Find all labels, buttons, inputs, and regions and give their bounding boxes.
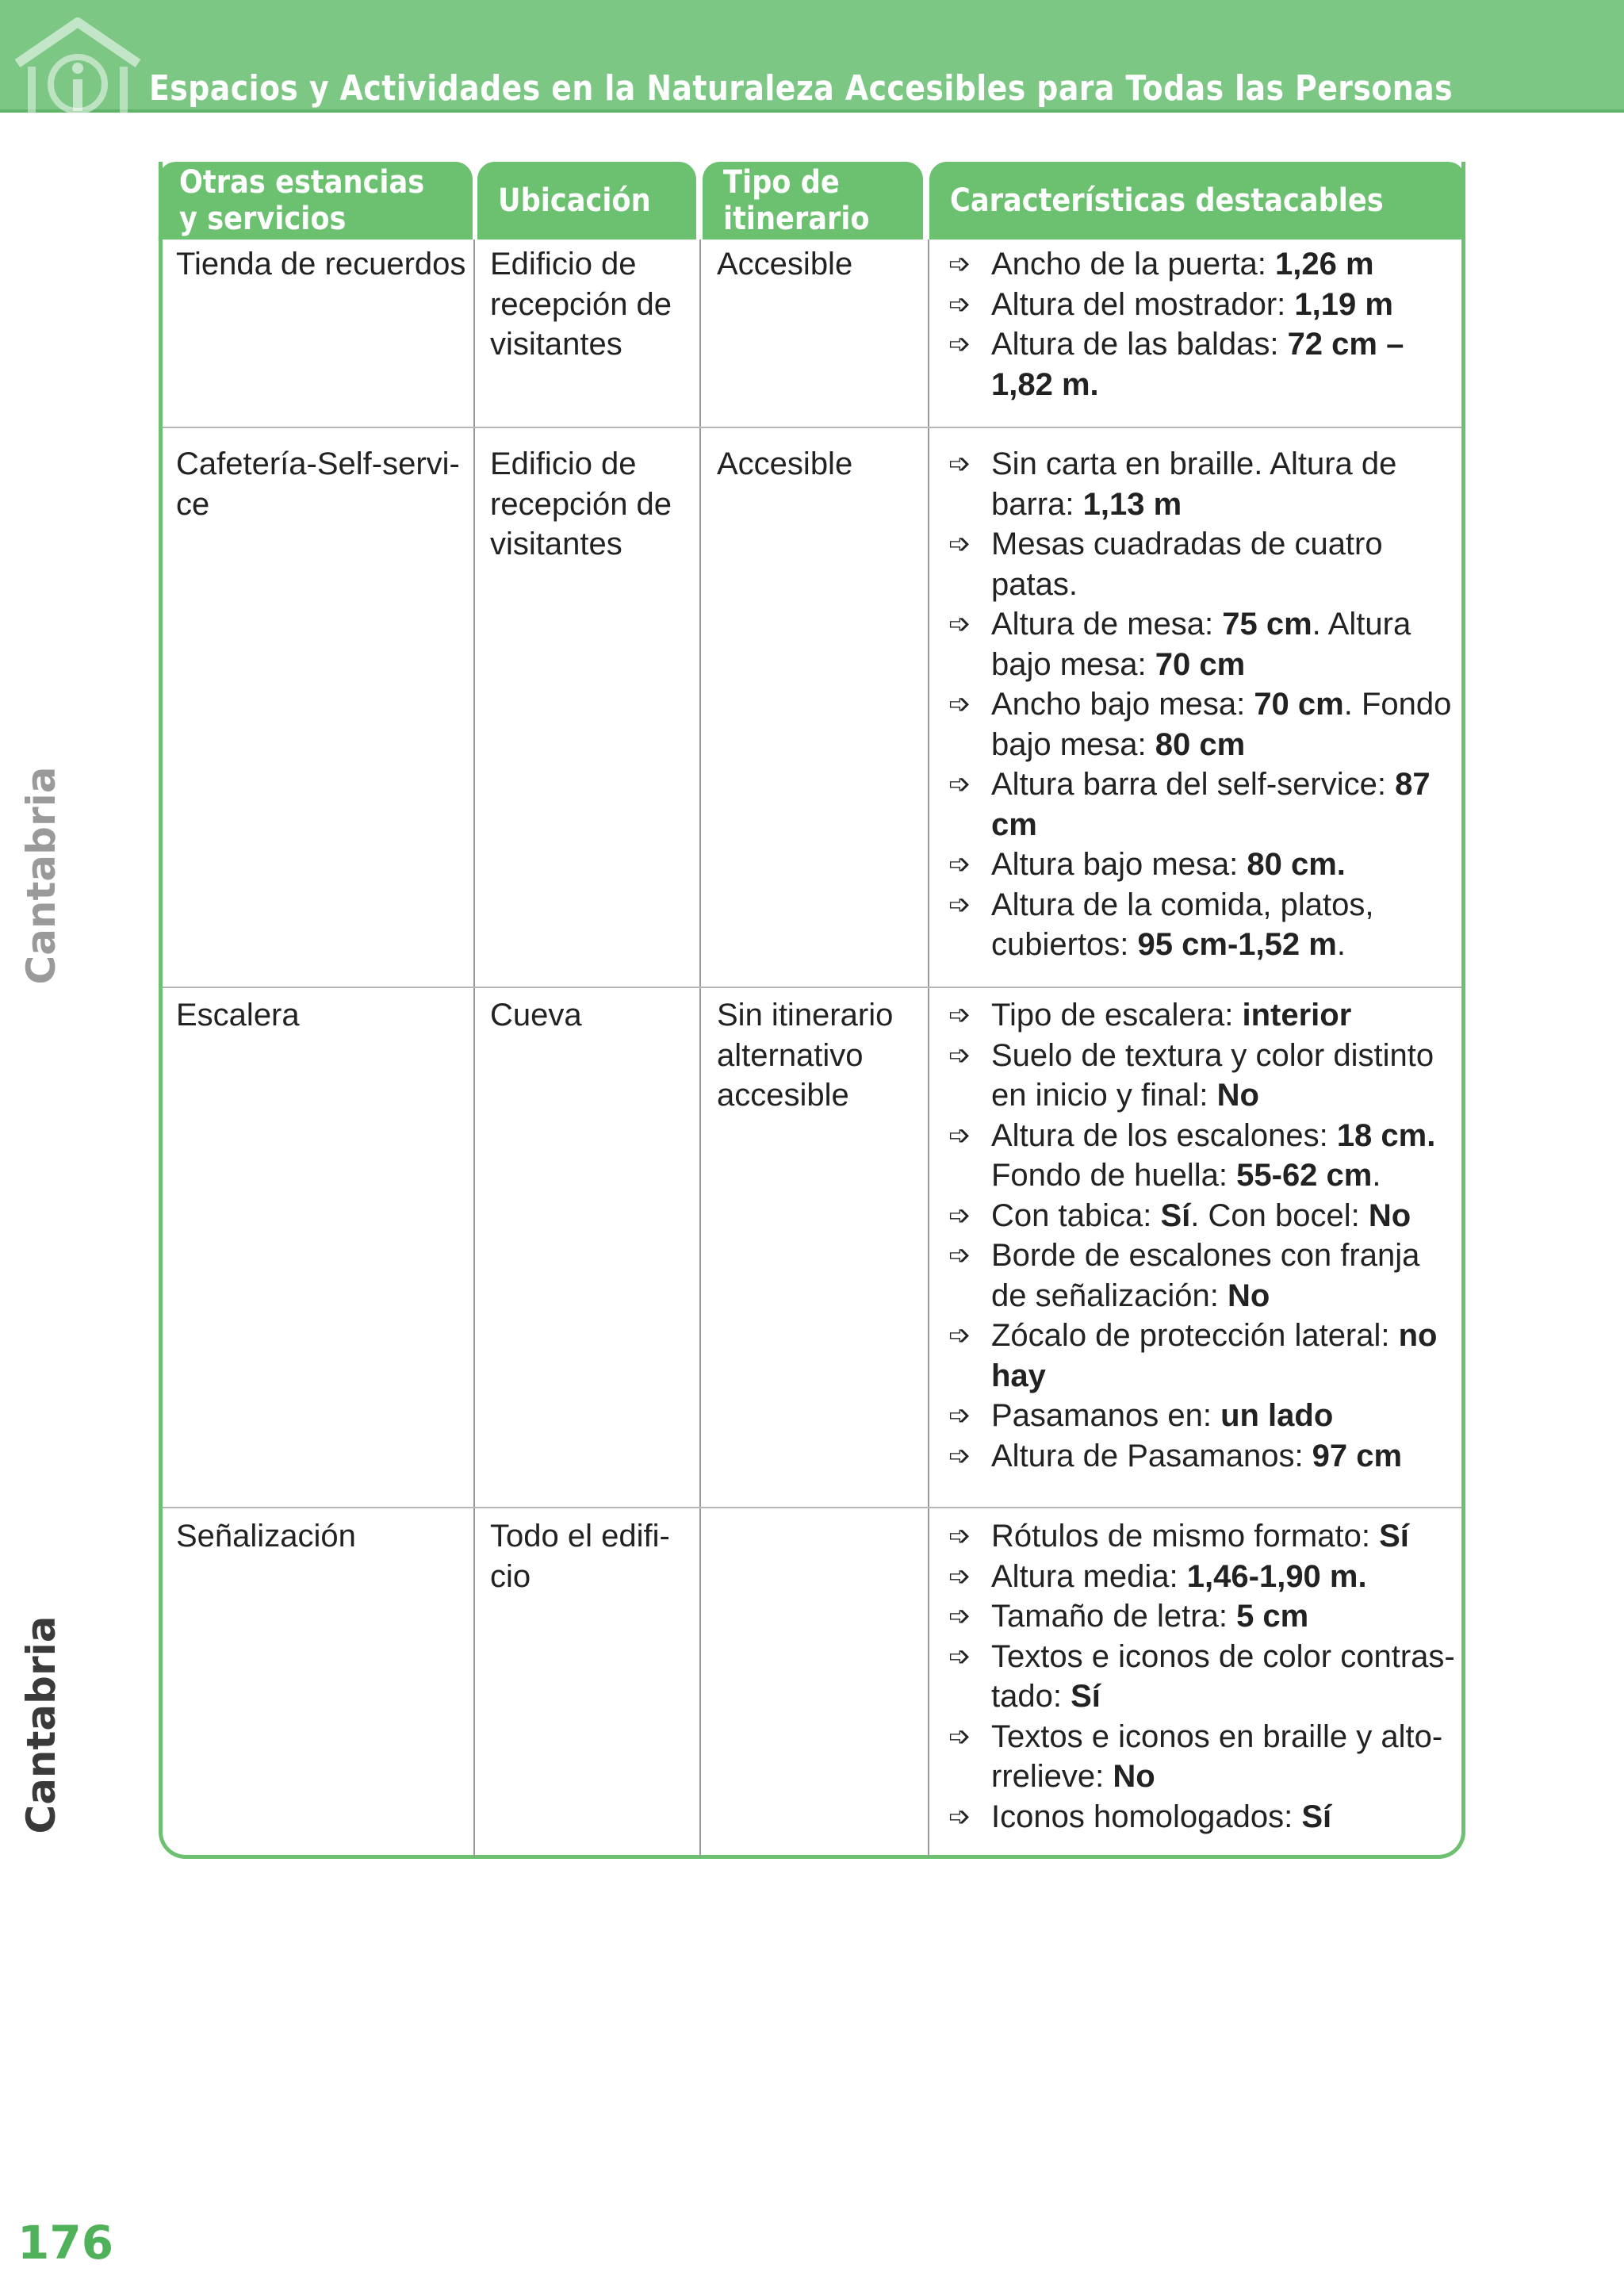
feature-value: 70 cm <box>1254 687 1344 722</box>
feature-value: 97 cm <box>1312 1438 1403 1473</box>
table-cell-itinerario: Sin itinerario alternativo accesible <box>717 998 894 1113</box>
table-cell-ubicacion: Edificio de recepción de visitantes <box>490 446 672 561</box>
feature-item <box>948 444 1456 524</box>
feature-value: no hay <box>991 1318 1438 1393</box>
house-info-icon <box>14 17 141 114</box>
feature-value: 72 cm – 1,82 m. <box>991 327 1404 402</box>
row-divider <box>163 427 1461 428</box>
feature-item <box>948 1557 1456 1597</box>
feature-item <box>948 604 1456 684</box>
feature-text: Altura de Pasamanos: <box>991 1438 1312 1473</box>
feature-value: Sí <box>1160 1197 1191 1233</box>
feature-text: Tipo de escalera: <box>991 998 1243 1033</box>
feature-item <box>948 1396 1456 1436</box>
features-list <box>948 1516 1456 1837</box>
row-divider <box>163 987 1461 988</box>
feature-value: 55-62 cm <box>1236 1158 1373 1193</box>
table-cell-itinerario: Accesible <box>717 446 853 481</box>
table-cell-itinerario: Accesible <box>717 247 853 282</box>
table-cell-estancia: Cafetería-Self-servi- ce <box>176 446 460 522</box>
feature-text: Fondo de huella: <box>991 1158 1237 1193</box>
features-list <box>948 244 1456 404</box>
feature-text: Altura de las baldas: <box>991 327 1288 362</box>
column-header-estancias: Otras estancias y servicios <box>159 162 473 239</box>
feature-item <box>948 764 1456 845</box>
feature-item <box>948 1316 1456 1396</box>
feature-text: . <box>1372 1158 1381 1193</box>
feature-value: interior <box>1242 998 1352 1033</box>
feature-value: 5 cm <box>1236 1599 1309 1634</box>
column-divider <box>473 239 475 1857</box>
feature-value: No <box>1216 1078 1259 1113</box>
table-cell-ubicacion: Cueva <box>490 998 582 1033</box>
feature-item <box>948 1516 1456 1557</box>
column-header-ubicacion: Ubicación <box>477 162 696 239</box>
feature-value: Sí <box>1071 1679 1101 1714</box>
feature-text: Pasamanos en: <box>991 1398 1221 1433</box>
feature-item <box>948 1596 1456 1637</box>
feature-item <box>948 524 1456 604</box>
feature-item <box>948 1196 1456 1236</box>
feature-item <box>948 684 1456 764</box>
table-cell-estancia: Tienda de recuerdos <box>176 247 466 282</box>
column-header-caracteristicas: Características destacables <box>929 162 1465 239</box>
feature-value: 75 cm <box>1222 607 1312 642</box>
feature-text: . Altura bajo mesa: <box>991 607 1411 682</box>
feature-value: Sí <box>1379 1519 1409 1554</box>
feature-text: Sin carta en braille. Altura de barra: <box>991 446 1397 522</box>
feature-text: . Con bocel: <box>1190 1197 1369 1233</box>
features-list <box>948 444 1456 965</box>
feature-text: Suelo de textura y color distinto en inicio y final: <box>991 1037 1434 1113</box>
feature-value: 1,46-1,90 m. <box>1186 1558 1367 1594</box>
feature-item <box>948 1717 1456 1797</box>
page-header-title: Espacios y Actividades en la Naturaleza Accesibles para Todas las Personas <box>149 68 1454 109</box>
feature-item <box>948 1637 1456 1717</box>
feature-item <box>948 845 1456 885</box>
feature-item <box>948 995 1456 1036</box>
feature-text: Altura de mesa: <box>991 607 1223 642</box>
feature-value: Sí <box>1301 1799 1332 1834</box>
feature-text: Altura bajo mesa: <box>991 847 1247 882</box>
feature-text: Altura de la comida, platos, cubiertos: <box>991 887 1374 962</box>
feature-value: 1,26 m <box>1275 247 1374 282</box>
table-cell-ubicacion: Edificio de recepción de visitantes <box>490 247 672 362</box>
feature-item <box>948 285 1456 325</box>
column-divider <box>928 239 929 1857</box>
table-cell-ubicacion: Todo el edifi- cio <box>490 1519 670 1594</box>
table-cell-estancia: Escalera <box>176 998 300 1033</box>
feature-value: 1,13 m <box>1082 486 1182 522</box>
feature-text: Textos e iconos en braille y alto-rrelieve: <box>991 1718 1443 1794</box>
feature-text: Ancho de la puerta: <box>991 247 1276 282</box>
feature-text: Altura media: <box>991 1558 1187 1594</box>
feature-text: Textos e iconos de color contras-tado: <box>991 1638 1455 1714</box>
feature-item <box>948 324 1456 404</box>
feature-item <box>948 1797 1456 1837</box>
feature-value: 1,19 m <box>1294 286 1393 322</box>
feature-text: Ancho bajo mesa: <box>991 687 1254 722</box>
features-list <box>948 995 1456 1476</box>
feature-text: Altura del mostrador: <box>991 286 1295 322</box>
column-header-itinerario: Tipo de itinerario <box>703 162 923 239</box>
feature-item <box>948 1116 1456 1196</box>
side-label-region: Cantabria <box>18 766 64 985</box>
feature-text: Altura barra del self-service: <box>991 767 1396 802</box>
feature-item <box>948 1436 1456 1477</box>
row-divider <box>163 1507 1461 1508</box>
feature-value: 70 cm <box>1155 646 1246 682</box>
feature-text: Altura de los escalones: <box>991 1117 1337 1153</box>
side-label-region-dark: Cantabria <box>18 1615 64 1834</box>
feature-item <box>948 885 1456 965</box>
feature-text: Borde de escalones con franja de señalización: <box>991 1238 1420 1313</box>
feature-item <box>948 1236 1456 1316</box>
feature-text: Rótulos de mismo formato: <box>991 1519 1380 1554</box>
feature-text: Zócalo de protección lateral: <box>991 1318 1399 1353</box>
feature-value: un lado <box>1220 1398 1334 1433</box>
feature-text: Tamaño de letra: <box>991 1599 1237 1634</box>
column-divider <box>699 239 701 1857</box>
feature-value: No <box>1368 1197 1411 1233</box>
feature-text: . Fondo bajo mesa: <box>991 687 1452 762</box>
feature-text: Iconos homologados: <box>991 1799 1302 1834</box>
feature-value: No <box>1227 1278 1270 1313</box>
feature-item <box>948 244 1456 285</box>
feature-value: No <box>1113 1759 1155 1794</box>
feature-text: Con tabica: <box>991 1197 1161 1233</box>
table-cell-estancia: Señalización <box>176 1519 356 1554</box>
feature-value: 80 cm <box>1155 726 1246 762</box>
feature-value: 87 cm <box>991 767 1431 842</box>
feature-item <box>948 1036 1456 1116</box>
feature-text: Mesas cuadradas de cuatro patas. <box>991 527 1383 602</box>
feature-value: 95 cm-1,52 m <box>1137 927 1337 962</box>
feature-value: 18 cm. <box>1336 1117 1436 1153</box>
feature-value: 80 cm. <box>1247 847 1346 882</box>
feature-text: . <box>1336 927 1346 962</box>
page-number: 176 <box>17 2216 114 2270</box>
